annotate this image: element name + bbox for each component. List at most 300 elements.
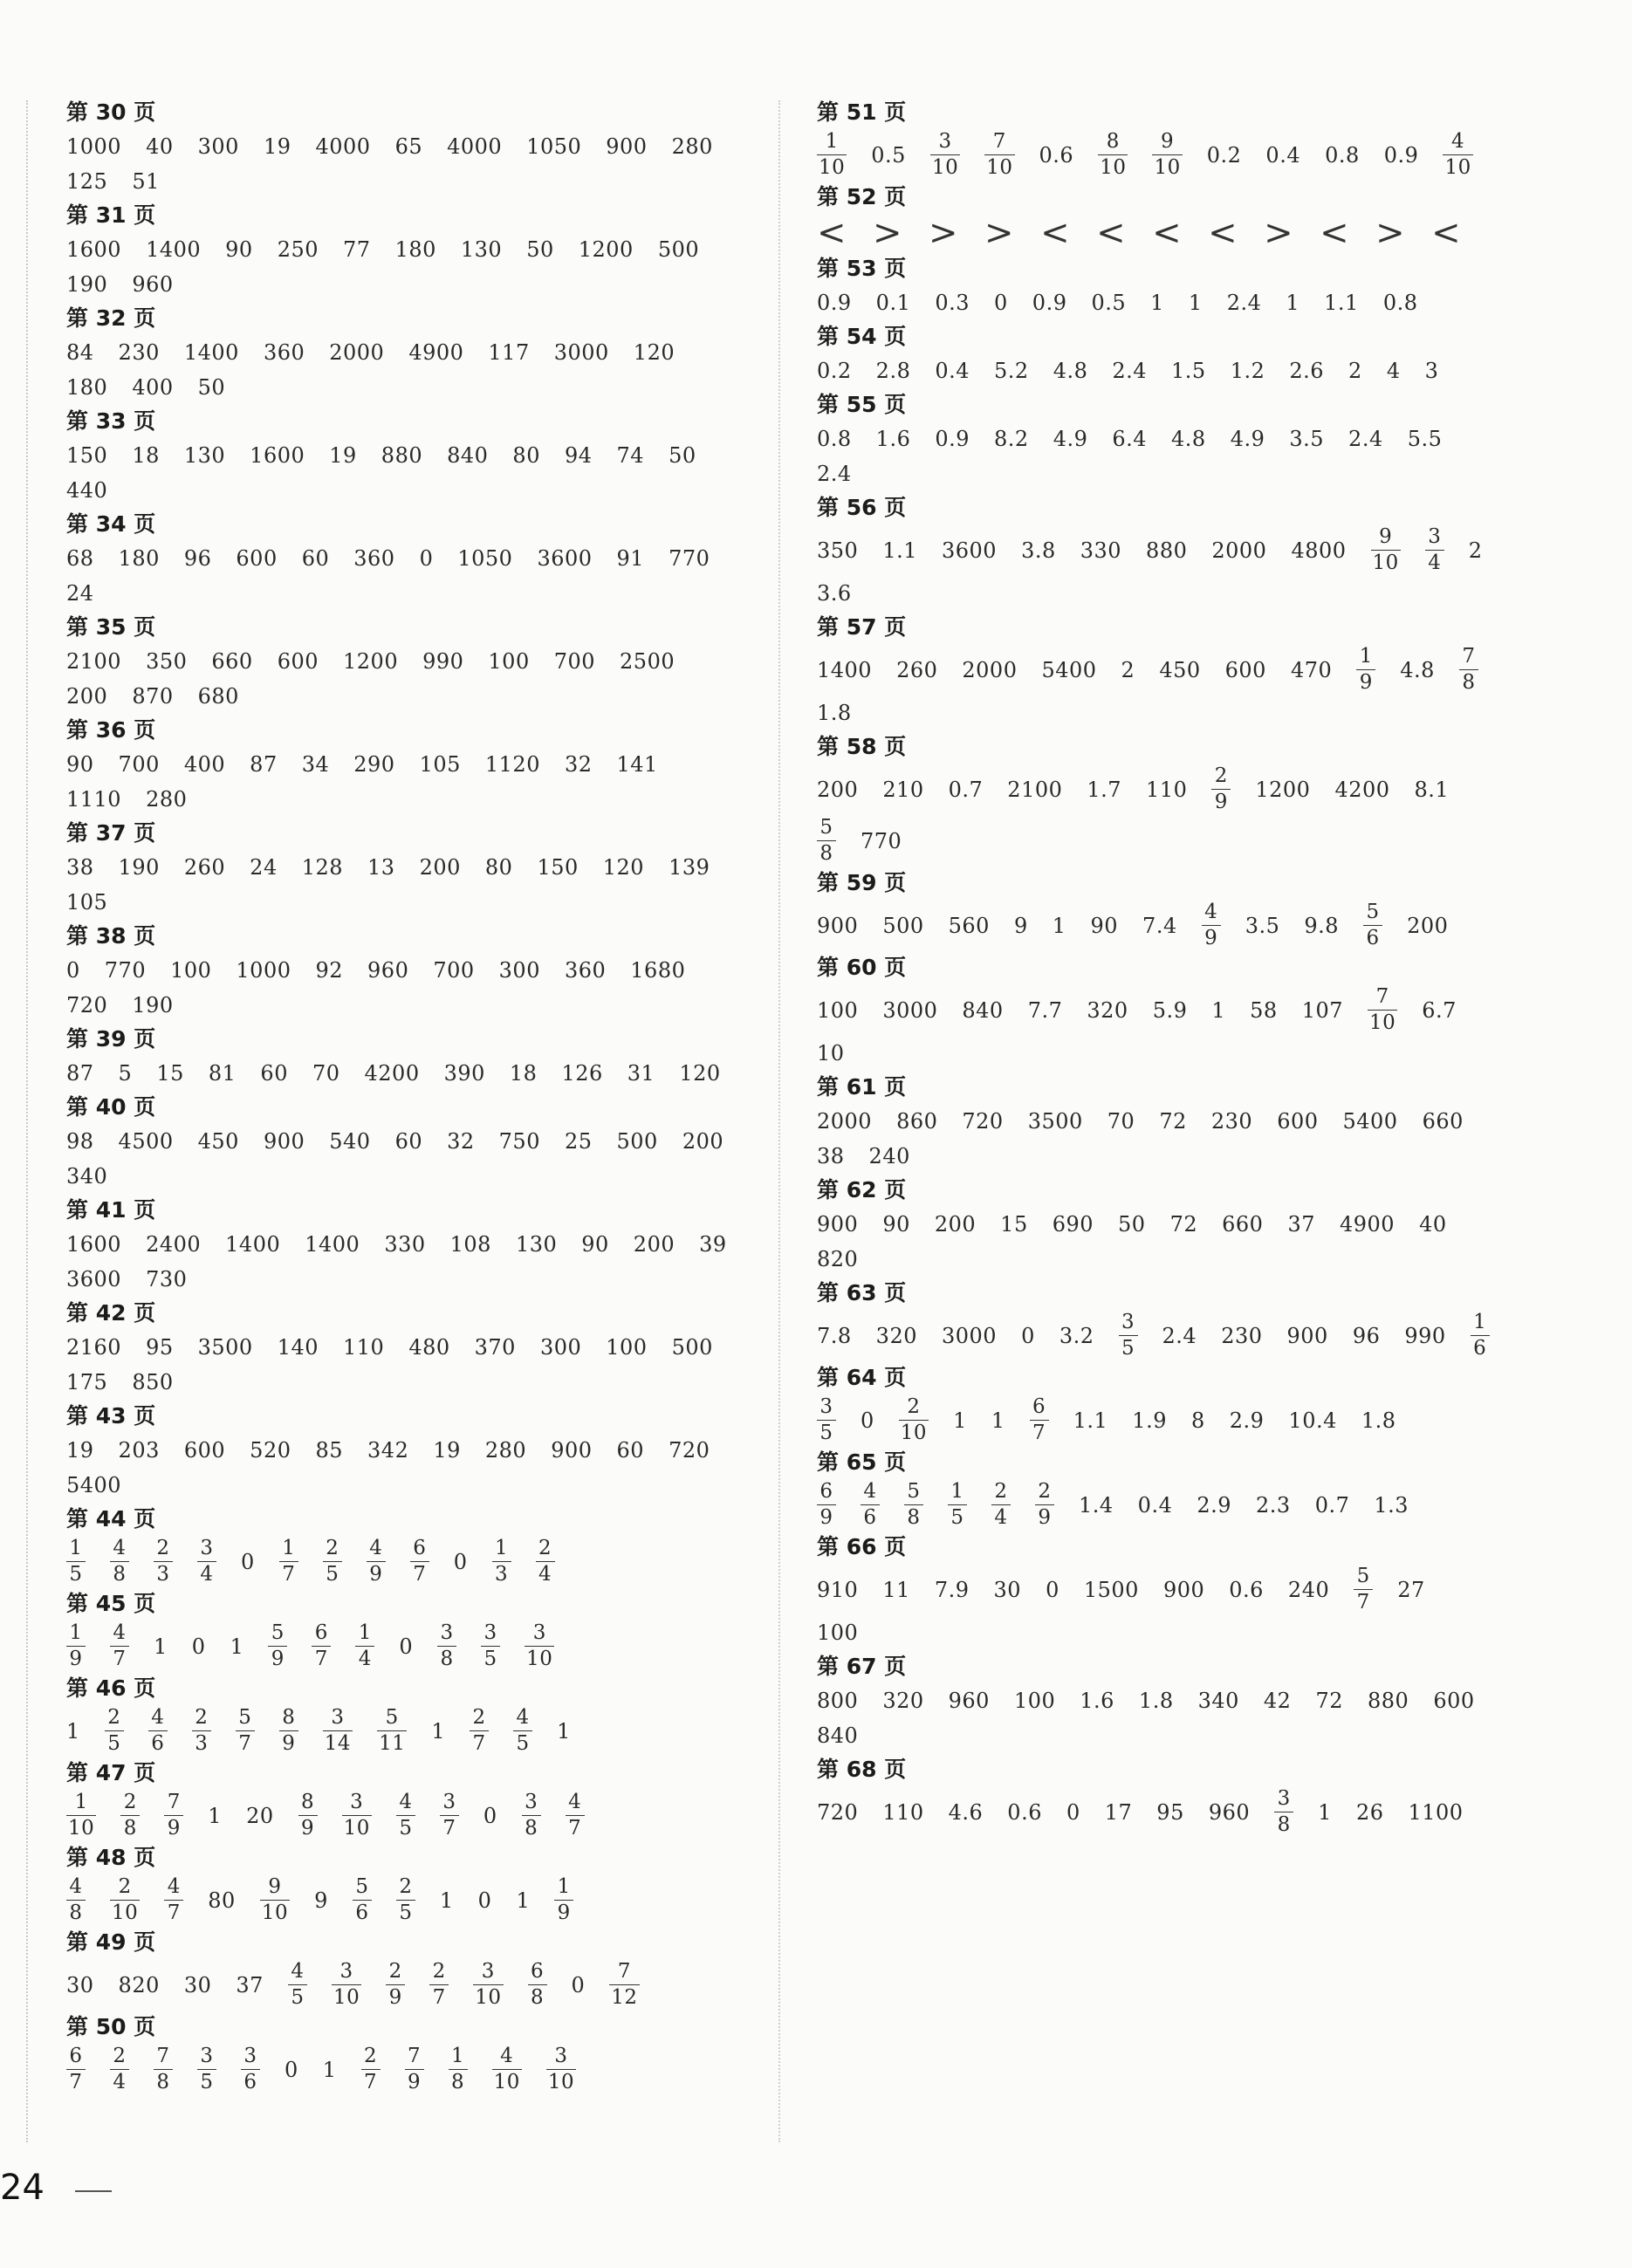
- fraction-denominator: 8: [525, 1817, 538, 1840]
- answer-value: 870: [132, 684, 174, 709]
- answer-fraction: [1030, 1394, 1049, 1446]
- answer-value: 10: [817, 1041, 845, 1065]
- answer-value: 1050: [457, 546, 513, 571]
- section-heading: 第 49 页: [66, 1929, 156, 1955]
- answer-value: 2000: [962, 657, 1018, 682]
- answer-value: 19: [329, 443, 357, 468]
- answer-value: 87: [250, 752, 278, 777]
- answer-value: 1.8: [1361, 1408, 1396, 1433]
- answer-list: [817, 129, 1515, 181]
- answer-value: 2500: [620, 649, 675, 674]
- answer-fraction: [817, 1394, 836, 1446]
- fraction-denominator: 8: [113, 1563, 127, 1586]
- answer-value: 1200: [1255, 777, 1311, 802]
- answer-value: 4.8: [1400, 657, 1435, 682]
- answer-fraction: [991, 1479, 1011, 1531]
- answer-fraction: [904, 1479, 923, 1531]
- answer-list: [66, 541, 756, 611]
- answer-fraction: [279, 1705, 298, 1757]
- answer-fraction: [1035, 1479, 1054, 1531]
- answer-fraction: [930, 129, 960, 181]
- answer-value: 0.6: [1039, 142, 1074, 168]
- fraction-numerator: 1: [450, 2045, 465, 2067]
- fraction-numerator: 3: [350, 1791, 364, 1813]
- answer-fraction: [323, 1705, 353, 1757]
- answer-section: [66, 714, 756, 817]
- fraction-denominator: 6: [1366, 927, 1380, 949]
- answer-fraction: [546, 2044, 576, 2095]
- answer-value: 32: [447, 1129, 475, 1154]
- fraction-denominator: 7: [167, 1901, 181, 1924]
- answer-value: 0.5: [871, 142, 906, 168]
- answer-value: 72: [1315, 1689, 1343, 1713]
- answer-value: 4.9: [1053, 427, 1088, 451]
- answer-value: 190: [132, 993, 174, 1018]
- fraction-numerator: 6: [314, 1621, 328, 1644]
- section-heading: 第 68 页: [817, 1757, 907, 1782]
- answer-value: 880: [1146, 538, 1188, 563]
- answer-value: 70: [1107, 1109, 1135, 1134]
- answer-value: 19: [263, 134, 291, 159]
- fraction-numerator: 9: [1161, 130, 1175, 153]
- answer-section: [817, 181, 1515, 252]
- answer-list: [817, 1310, 1515, 1361]
- answer-fraction: [66, 2044, 86, 2095]
- answer-value: 0.7: [1314, 1492, 1350, 1518]
- answer-value: 72: [1159, 1109, 1187, 1134]
- fraction-denominator: 3: [494, 1563, 509, 1586]
- section-heading: 第 31 页: [66, 202, 156, 228]
- answer-value: 20: [246, 1803, 274, 1828]
- answer-section: [817, 491, 1515, 611]
- answer-value: 320: [882, 1689, 924, 1713]
- answer-value: 1.6: [1080, 1689, 1114, 1713]
- fraction-denominator: 6: [863, 1506, 877, 1529]
- answer-value: 720: [66, 993, 108, 1018]
- answer-value: 32: [564, 752, 593, 777]
- answer-value: 500: [671, 1335, 713, 1360]
- answer-fraction: [440, 1790, 459, 1841]
- answer-value: 960: [1208, 1799, 1251, 1825]
- answer-value: 100: [606, 1335, 648, 1360]
- answer-value: 2000: [329, 340, 385, 365]
- answer-comparison: >: [984, 213, 1015, 253]
- answer-value: 18: [132, 443, 160, 468]
- fraction-numerator: 2: [1214, 764, 1228, 787]
- answer-value: 260: [183, 855, 226, 880]
- answer-value: 200: [419, 855, 461, 880]
- answer-value: 90: [225, 237, 253, 262]
- answer-section: [66, 508, 756, 611]
- answer-list: [66, 232, 756, 302]
- answer-value: 0: [191, 1634, 206, 1659]
- answer-fraction: [492, 2044, 522, 2095]
- answer-value: 690: [1052, 1212, 1094, 1237]
- answer-value: 700: [118, 752, 160, 777]
- fraction-denominator: 9: [819, 1506, 833, 1529]
- fraction-numerator: 1: [1473, 1311, 1487, 1333]
- fraction-denominator: 9: [557, 1901, 571, 1924]
- answer-value: 150: [537, 855, 579, 880]
- answer-value: 3000: [941, 1323, 998, 1348]
- answer-value: 190: [118, 855, 160, 880]
- fraction-denominator: 6: [151, 1732, 165, 1755]
- fraction-denominator: 10: [1444, 156, 1471, 179]
- answer-value: 0.8: [1325, 142, 1360, 168]
- fraction-numerator: 6: [69, 2045, 83, 2067]
- answer-value: 1: [1052, 913, 1066, 938]
- answer-value: 105: [66, 890, 108, 915]
- answer-value: 51: [132, 169, 160, 194]
- answer-fraction: [148, 1705, 168, 1757]
- answer-fraction: [948, 1479, 967, 1531]
- answer-comparison: <: [1320, 213, 1350, 253]
- answer-value: 0.9: [935, 427, 970, 451]
- answer-value: 0: [453, 1549, 468, 1574]
- answer-value: 80: [512, 443, 540, 468]
- answer-value: 900: [817, 913, 859, 938]
- answer-section: [817, 1277, 1515, 1361]
- fraction-denominator: 8: [819, 842, 833, 865]
- answer-value: 37: [236, 1972, 264, 1997]
- fraction-denominator: 8: [450, 2071, 465, 2093]
- answer-comparison: <: [1208, 213, 1238, 253]
- fraction-numerator: 1: [950, 1480, 964, 1503]
- answer-value: 65: [394, 134, 423, 159]
- answer-value: 3: [1424, 359, 1439, 383]
- answer-fraction: [1274, 1786, 1293, 1838]
- answer-value: 7.8: [817, 1323, 852, 1348]
- fraction-numerator: 3: [200, 1537, 214, 1559]
- fraction-numerator: 3: [525, 1791, 538, 1813]
- fraction-numerator: 2: [118, 1875, 132, 1898]
- section-heading: 第 37 页: [66, 820, 156, 846]
- fraction-numerator: 3: [1428, 525, 1442, 548]
- fraction-denominator: 5: [1121, 1337, 1135, 1360]
- answer-value: 130: [515, 1232, 558, 1257]
- answer-fraction: [566, 1790, 585, 1841]
- answer-fraction: [105, 1705, 124, 1757]
- answer-value: 139: [669, 855, 710, 880]
- answer-value: 500: [657, 237, 700, 262]
- answer-value: 0.1: [875, 291, 911, 315]
- answer-value: 600: [236, 546, 278, 571]
- answer-value: 0: [861, 1408, 874, 1433]
- answer-value: 0: [571, 1972, 586, 1997]
- answer-value: 3.2: [1059, 1323, 1094, 1348]
- answer-value: 9.8: [1304, 913, 1340, 938]
- answer-section: [66, 1587, 756, 1672]
- fraction-denominator: 4: [113, 2071, 127, 2093]
- fraction-denominator: 9: [301, 1817, 315, 1840]
- section-heading: 第 30 页: [66, 99, 156, 125]
- fraction-denominator: 7: [1356, 1591, 1370, 1614]
- answer-value: 1500: [1083, 1577, 1139, 1602]
- fraction-denominator: 10: [1372, 552, 1399, 574]
- answer-fraction: [470, 1705, 489, 1757]
- answer-value: 840: [817, 1723, 859, 1748]
- answer-value: 0.5: [1091, 291, 1127, 315]
- answer-value: 4200: [364, 1061, 420, 1086]
- answer-fraction: [164, 1790, 183, 1841]
- answer-value: 126: [561, 1061, 603, 1086]
- fraction-numerator: 1: [557, 1875, 571, 1898]
- answer-value: 5: [118, 1061, 133, 1086]
- fraction-numerator: 3: [442, 1791, 456, 1813]
- fraction-numerator: 7: [992, 130, 1006, 153]
- answer-value: 90: [581, 1232, 609, 1257]
- answer-fraction: [429, 1959, 449, 2011]
- answer-fraction: [154, 1536, 173, 1587]
- answer-value: 5400: [1342, 1109, 1398, 1134]
- answer-value: 820: [817, 1247, 859, 1271]
- fraction-numerator: 6: [530, 1960, 545, 1983]
- answer-list: [66, 1124, 756, 1194]
- fraction-denominator: 6: [1473, 1337, 1487, 1360]
- answer-value: 0: [1066, 1799, 1080, 1825]
- answer-value: 1200: [578, 237, 634, 262]
- answer-list: [66, 1705, 756, 1757]
- fraction-numerator: 2: [123, 1791, 137, 1813]
- answer-value: 960: [367, 958, 409, 983]
- section-heading: 第 66 页: [817, 1534, 907, 1559]
- section-heading: 第 38 页: [66, 923, 156, 949]
- answer-value: 24: [66, 581, 94, 606]
- answer-fraction: [164, 1874, 183, 1926]
- answer-value: 600: [1224, 657, 1266, 682]
- answer-value: 1400: [183, 340, 239, 365]
- answer-value: 360: [353, 546, 395, 571]
- answer-section: [66, 1297, 756, 1400]
- answer-value: 125: [66, 169, 108, 194]
- answer-value: 3.8: [1021, 538, 1056, 563]
- answer-value: 2100: [66, 649, 122, 674]
- answer-value: 1680: [630, 958, 686, 983]
- answer-value: 770: [861, 828, 902, 853]
- answer-value: 0.4: [1265, 142, 1301, 168]
- answer-value: 38: [817, 1144, 845, 1168]
- answer-fraction: [1471, 1310, 1490, 1361]
- answer-list: [66, 1056, 756, 1091]
- answer-fraction: [1202, 900, 1221, 951]
- answer-value: 0: [66, 958, 80, 983]
- answer-fraction: [110, 1620, 129, 1672]
- answer-value: 81: [208, 1061, 237, 1086]
- section-heading: 第 54 页: [817, 324, 907, 349]
- answer-value: 0: [994, 291, 1008, 315]
- section-heading: 第 47 页: [66, 1760, 156, 1785]
- answer-fraction: [1211, 764, 1231, 815]
- fraction-numerator: 3: [339, 1960, 353, 1983]
- answer-fraction: [396, 1874, 415, 1926]
- answer-list: [817, 1394, 1515, 1446]
- fraction-numerator: 2: [472, 1706, 486, 1729]
- fraction-denominator: 9: [1204, 927, 1218, 949]
- section-heading: 第 65 页: [817, 1449, 907, 1475]
- fraction-denominator: 5: [291, 1986, 305, 2009]
- answer-value: 800: [817, 1689, 859, 1713]
- answer-fraction: [355, 1620, 374, 1672]
- answer-value: 3600: [941, 538, 998, 563]
- answer-value: 1600: [66, 1232, 122, 1257]
- answer-fraction: [66, 1536, 86, 1587]
- page-number-dash: [75, 2190, 112, 2192]
- fraction-numerator: 1: [358, 1621, 372, 1644]
- answer-value: 960: [132, 272, 174, 297]
- answer-value: 1: [154, 1634, 168, 1659]
- answer-value: 900: [606, 134, 648, 159]
- answer-value: 10.4: [1288, 1408, 1337, 1433]
- answer-value: 342: [367, 1438, 409, 1463]
- section-heading: 第 46 页: [66, 1675, 156, 1701]
- answer-section: [817, 1531, 1515, 1650]
- answer-fraction: [66, 1620, 86, 1672]
- answer-value: 360: [263, 340, 305, 365]
- answer-value: 140: [277, 1335, 319, 1360]
- answer-value: 27: [1397, 1577, 1425, 1602]
- answer-fraction: [1371, 524, 1401, 576]
- answer-comparison: <: [1096, 213, 1127, 253]
- answer-value: 4000: [315, 134, 371, 159]
- answer-value: 1: [1211, 997, 1226, 1023]
- answer-value: 50: [669, 443, 696, 468]
- fraction-numerator: 4: [500, 2045, 514, 2067]
- answer-value: 1.1: [1073, 1408, 1108, 1433]
- answer-value: 700: [553, 649, 596, 674]
- answer-value: 0.9: [817, 291, 852, 315]
- fraction-numerator: 3: [938, 130, 952, 153]
- answer-comparison: <: [1040, 213, 1071, 253]
- fraction-numerator: 6: [819, 1480, 833, 1503]
- fraction-numerator: 4: [1204, 901, 1218, 923]
- fraction-denominator: 8: [440, 1648, 454, 1670]
- fraction-numerator: 4: [291, 1960, 305, 1983]
- section-heading: 第 34 页: [66, 511, 156, 537]
- answer-value: 30: [183, 1972, 212, 1997]
- answer-value: 6.7: [1422, 997, 1457, 1023]
- answer-fraction: [984, 129, 1014, 181]
- answer-value: 720: [817, 1799, 859, 1825]
- answer-value: 280: [671, 134, 713, 159]
- answer-value: 7.7: [1027, 997, 1063, 1023]
- fraction-denominator: 5: [950, 1506, 964, 1529]
- section-heading: 第 36 页: [66, 717, 156, 743]
- answer-fraction: [367, 1536, 386, 1587]
- fraction-denominator: 4: [538, 1563, 552, 1586]
- answer-value: 60: [616, 1438, 645, 1463]
- fraction-numerator: 2: [432, 1960, 446, 1983]
- answer-section: [817, 1753, 1515, 1838]
- fraction-denominator: 10: [526, 1648, 553, 1670]
- fraction-numerator: 9: [268, 1875, 282, 1898]
- answer-value: 840: [447, 443, 489, 468]
- answer-value: 990: [422, 649, 464, 674]
- answer-value: 1: [953, 1408, 967, 1433]
- answer-fraction: [110, 1874, 140, 1926]
- answer-value: 95: [146, 1335, 174, 1360]
- answer-value: 250: [277, 237, 319, 262]
- answer-section: [817, 1071, 1515, 1174]
- fraction-denominator: 10: [931, 156, 959, 179]
- answer-value: 19: [433, 1438, 461, 1463]
- answer-value: 4500: [118, 1129, 174, 1154]
- answer-value: 180: [118, 546, 160, 571]
- answer-value: 200: [66, 684, 108, 709]
- answer-value: 1: [208, 1803, 223, 1828]
- fraction-numerator: 6: [413, 1537, 427, 1559]
- section-heading: 第 44 页: [66, 1506, 156, 1531]
- answer-value: 92: [315, 958, 344, 983]
- fraction-denominator: 10: [1154, 156, 1181, 179]
- fraction-numerator: 7: [1462, 645, 1476, 668]
- answer-value: 90: [1090, 913, 1119, 938]
- answer-value: 0.3: [935, 291, 970, 315]
- answer-comparison: >: [1375, 213, 1406, 253]
- fraction-numerator: 6: [1032, 1395, 1046, 1418]
- answer-value: 1.7: [1087, 777, 1122, 802]
- section-heading: 第 52 页: [817, 184, 907, 209]
- answer-value: 1: [1286, 291, 1300, 315]
- answer-column-right: [817, 96, 1515, 1838]
- answer-value: 4.8: [1053, 359, 1088, 383]
- answer-value: 120: [633, 340, 675, 365]
- answer-value: 4200: [1334, 777, 1390, 802]
- answer-fraction: [817, 129, 847, 181]
- answer-value: 330: [384, 1232, 426, 1257]
- answer-fraction: [268, 1620, 287, 1672]
- answer-list: [817, 285, 1515, 320]
- answer-fraction: [492, 1536, 511, 1587]
- answer-value: 1.1: [1324, 291, 1359, 315]
- column-divider: [778, 100, 780, 2142]
- answer-value: 910: [817, 1577, 859, 1602]
- answer-value: 2.4: [1226, 291, 1262, 315]
- answer-value: 68: [66, 546, 94, 571]
- answer-fraction: [396, 1790, 415, 1841]
- answer-value: 110: [882, 1799, 924, 1825]
- answer-value: 5.2: [994, 359, 1029, 383]
- fraction-numerator: 2: [388, 1960, 402, 1983]
- answer-value: 2160: [66, 1335, 122, 1360]
- answer-value: 720: [669, 1438, 710, 1463]
- answer-value: 1: [1150, 291, 1164, 315]
- answer-list: [66, 850, 756, 920]
- answer-value: 5400: [1041, 657, 1097, 682]
- answer-value: 0.6: [1007, 1799, 1042, 1825]
- fraction-denominator: 9: [69, 1648, 83, 1670]
- answer-fraction: [386, 1959, 405, 2011]
- answer-value: 8.2: [994, 427, 1029, 451]
- fraction-denominator: 10: [986, 156, 1013, 179]
- fraction-numerator: 2: [399, 1875, 413, 1898]
- answer-value: 0: [1046, 1577, 1059, 1602]
- answer-value: 7.4: [1142, 913, 1177, 938]
- answer-section: [66, 405, 756, 508]
- answer-value: 1: [431, 1718, 446, 1744]
- answer-fraction: [66, 1874, 86, 1926]
- fraction-numerator: 4: [69, 1875, 83, 1898]
- fraction-numerator: 2: [156, 1537, 170, 1559]
- answer-fraction: [197, 1536, 216, 1587]
- answer-value: 2.3: [1256, 1492, 1291, 1518]
- answer-value: 280: [484, 1438, 527, 1463]
- answer-list: [66, 2044, 756, 2095]
- section-heading: 第 61 页: [817, 1074, 907, 1100]
- answer-fraction: [861, 1479, 880, 1531]
- answer-value: 200: [633, 1232, 675, 1257]
- answer-value: 1400: [817, 657, 873, 682]
- answer-value: 26: [1355, 1799, 1384, 1825]
